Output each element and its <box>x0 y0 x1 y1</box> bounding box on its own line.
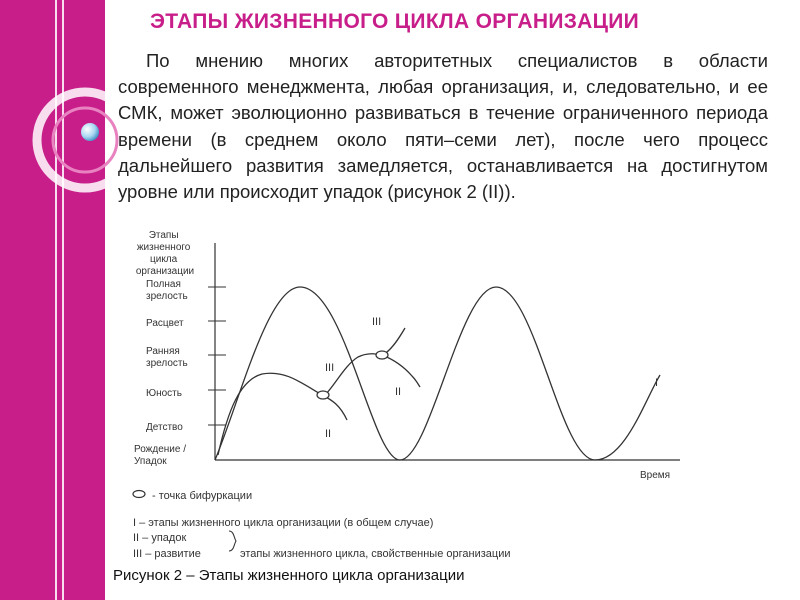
curve-I-general <box>215 287 660 460</box>
legend-brace-text: этапы жизненного цикла, свойственные организации <box>240 548 511 560</box>
curve-label-III: III <box>372 316 382 328</box>
legend-line-2: II – упадок <box>133 532 187 544</box>
bifurcation-point <box>317 391 329 399</box>
x-axis-label: Время <box>640 470 671 481</box>
curve-III-development <box>325 354 382 395</box>
curve-label-II: II <box>395 386 402 398</box>
legend-line-1: I – этапы жизненного цикла организации (в общем случае) <box>133 517 434 529</box>
stage-label-prime: Расцвет <box>146 318 184 329</box>
y-axis-title: Этапы жизненного цикла организации <box>135 230 195 277</box>
legend-line-3: III – развитие <box>133 548 201 560</box>
curve-III-upper-branch <box>382 328 405 355</box>
figure-caption: Рисунок 2 – Этапы жизненного цикла организации <box>113 567 465 584</box>
intro-paragraph: По мнению многих авторитетных специалистов в области современного менеджмента, любая организация, и, следовательно, и ее СМК, может эволюционно развиваться в течение ограниченного периода времени (в среднем около пяти–семи лет), после чего процесс дальнейшего развития замедляется, останавливается на достигнутом уровне или происходит упадок (рисунок 2 (II)). <box>118 50 768 203</box>
curve-label-II: II <box>325 428 332 440</box>
stage-label-birth-decline: Рождение / Упадок <box>134 444 186 467</box>
bifurcation-point <box>376 351 388 359</box>
curve-label-III: III <box>325 362 335 374</box>
stage-label-early-maturity: Ранняя зрелость <box>146 346 188 369</box>
curve-II-decline <box>218 373 347 455</box>
stage-label-maturity: Полная зрелость <box>146 279 188 302</box>
stage-label-youth: Юность <box>146 388 182 399</box>
legend-bifurcation: - точка бифуркации <box>152 490 253 502</box>
stage-label-childhood: Детство <box>146 422 183 433</box>
curve-II-decline-2 <box>382 355 420 387</box>
curve-label-I: I <box>655 377 659 389</box>
legend-brace <box>229 531 236 551</box>
page-title: ЭТАПЫ ЖИЗНЕННОГО ЦИКЛА ОРГАНИЗАЦИИ <box>150 10 640 33</box>
bifurcation-legend-icon <box>133 491 145 498</box>
